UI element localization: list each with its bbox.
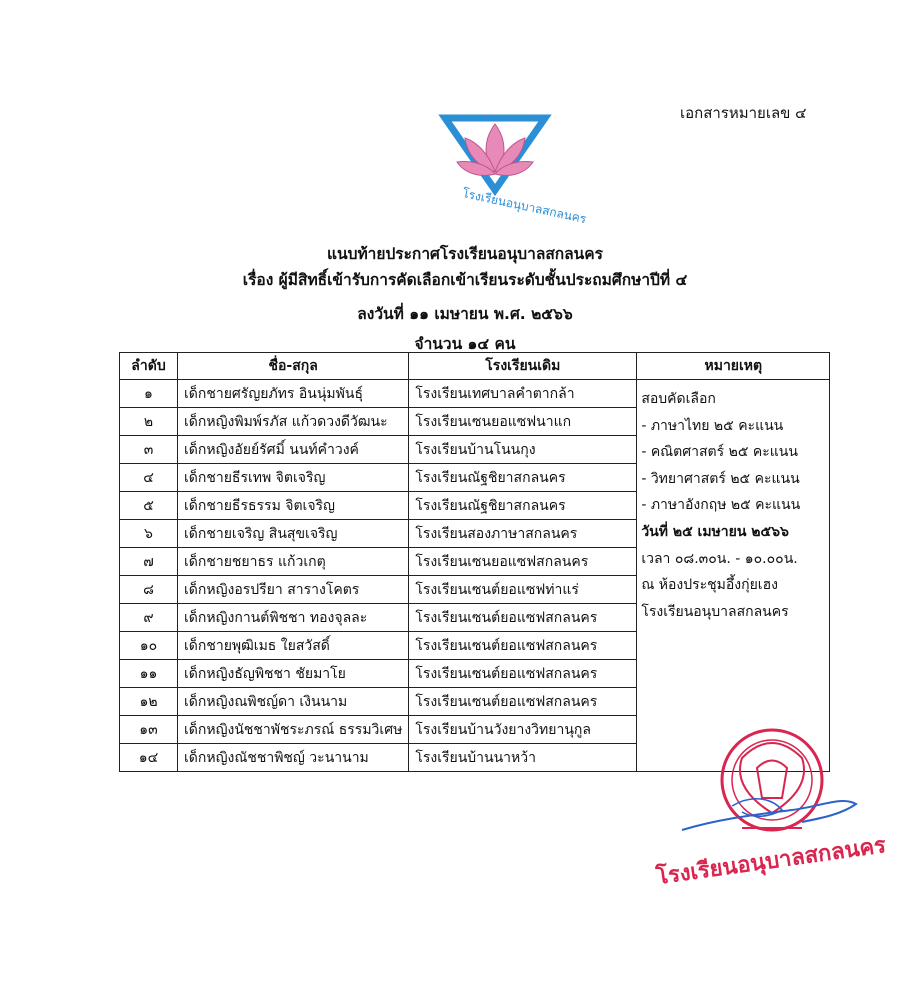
row-number: ๖ [120, 520, 178, 548]
row-name: เด็กชายชยาธร แก้วเกตุ [178, 548, 409, 576]
header-line-1: แนบท้ายประกาศโรงเรียนอนุบาลสกลนคร [327, 245, 603, 263]
row-number: ๑๐ [120, 632, 178, 660]
note-time: เวลา ๐๘.๓๐น. - ๑๐.๐๐น. [641, 550, 798, 567]
row-number: ๓ [120, 436, 178, 464]
row-name: เด็กหญิงกานต์พิชชา ทองจุลละ [178, 604, 409, 632]
row-school: โรงเรียนเซนต์ยอแซฟท่าแร่ [409, 576, 637, 604]
row-number: ๘ [120, 576, 178, 604]
school-seal-icon [654, 718, 888, 891]
col-header-note: หมายเหตุ [637, 353, 830, 380]
row-name: เด็กหญิงอัยย์รัศมิ์ นนท์คำวงค์ [178, 436, 409, 464]
row-number: ๗ [120, 548, 178, 576]
row-name: เด็กชายธีรธรรม จิตเจริญ [178, 492, 409, 520]
row-school: โรงเรียนบ้านวังยางวิทยานุกูล [409, 716, 637, 744]
note-item: - ภาษาอังกฤษ ๒๕ คะแนน [641, 497, 801, 514]
row-number: ๕ [120, 492, 178, 520]
note-school: โรงเรียนอนุบาลสกลนคร [641, 603, 789, 620]
row-school: โรงเรียนเซนยอแซฟสกลนคร [409, 548, 637, 576]
row-school: โรงเรียนเซนยอแซฟนาแก [409, 408, 637, 436]
row-name: เด็กหญิงนัชชาพัชระภรณ์ ธรรมวิเศษ [178, 716, 409, 744]
row-number: ๑๓ [120, 716, 178, 744]
header-line-2: เรื่อง ผู้มีสิทธิ์เข้ารับการคัดเลือกเข้าเรียนระดับชั้นประถมศึกษาปีที่ ๔ [242, 271, 688, 289]
note-item: - ภาษาไทย ๒๕ คะแนน [641, 417, 784, 434]
row-name: เด็กหญิงธัญพิชชา ชัยมาโย [178, 660, 409, 688]
row-school: โรงเรียนณัฐชิยาสกลนคร [409, 464, 637, 492]
logo-text: โรงเรียนอนุบาลสกลนคร [461, 186, 588, 227]
col-header-order: ลำดับ [120, 353, 178, 380]
row-school: โรงเรียนเซนต์ยอแซฟสกลนคร [409, 688, 637, 716]
row-name: เด็กชายธีรเทพ จิตเจริญ [178, 464, 409, 492]
row-school: โรงเรียนบ้านโนนกุง [409, 436, 637, 464]
row-name: เด็กหญิงอรปรียา สารางโคตร [178, 576, 409, 604]
note-place: ณ ห้องประชุมอึ้งกุ่ยเฮง [641, 577, 778, 594]
row-number: ๑ [120, 380, 178, 408]
note-title: สอบคัดเลือก [641, 391, 716, 407]
row-name: เด็กหญิงณพิชญ์ดา เงินนาม [178, 688, 409, 716]
student-table [119, 352, 830, 772]
header-line-3: ลงวันที่ ๑๑ เมษายน พ.ศ. ๒๕๖๖ [357, 305, 573, 323]
row-number: ๔ [120, 464, 178, 492]
col-header-school: โรงเรียนเดิม [409, 353, 637, 380]
row-number: ๒ [120, 408, 178, 436]
row-name: เด็กชายพุฒิเมธ ใยสวัสดิ์ [178, 632, 409, 660]
row-school: โรงเรียนเทศบาลคำตากล้า [409, 380, 637, 408]
row-name: เด็กหญิงณัชชาพิชญ์ วะนานาม [178, 744, 409, 772]
row-name: เด็กชายเจริญ สินสุขเจริญ [178, 520, 409, 548]
row-name: เด็กชายศรัญยภัทร อินนุ่มพันธุ์ [178, 380, 409, 408]
row-school: โรงเรียนเซนต์ยอแซฟสกลนคร [409, 660, 637, 688]
row-name: เด็กหญิงพิมพ์รภัส แก้วดวงดีวัฒนะ [178, 408, 409, 436]
row-school: โรงเรียนสองภาษาสกลนคร [409, 520, 637, 548]
row-number: ๑๑ [120, 660, 178, 688]
note-cell [637, 380, 830, 772]
table-header-row [120, 353, 830, 380]
row-school: โรงเรียนบ้านนาหว้า [409, 744, 637, 772]
table-row [120, 380, 830, 408]
note-date: วันที่ ๒๕ เมษายน ๒๕๖๖ [641, 523, 789, 540]
row-number: ๑๔ [120, 744, 178, 772]
seal-text: โรงเรียนอนุบาลสกลนคร [654, 833, 888, 891]
row-school: โรงเรียนเซนต์ยอแซฟสกลนคร [409, 632, 637, 660]
school-logo-icon [435, 112, 588, 227]
col-header-name: ชื่อ-สกุล [178, 353, 409, 380]
row-number: ๑๒ [120, 688, 178, 716]
row-school: โรงเรียนเซนต์ยอแซฟสกลนคร [409, 604, 637, 632]
document-number: เอกสารหมายเลข ๔ [680, 104, 807, 122]
note-item: - วิทยาศาสตร์ ๒๕ คะแนน [641, 470, 800, 487]
row-number: ๙ [120, 604, 178, 632]
note-item: - คณิตศาสตร์ ๒๕ คะแนน [641, 444, 798, 461]
header-line-4: จำนวน ๑๔ คน [414, 335, 516, 353]
row-school: โรงเรียนณัฐชิยาสกลนคร [409, 492, 637, 520]
